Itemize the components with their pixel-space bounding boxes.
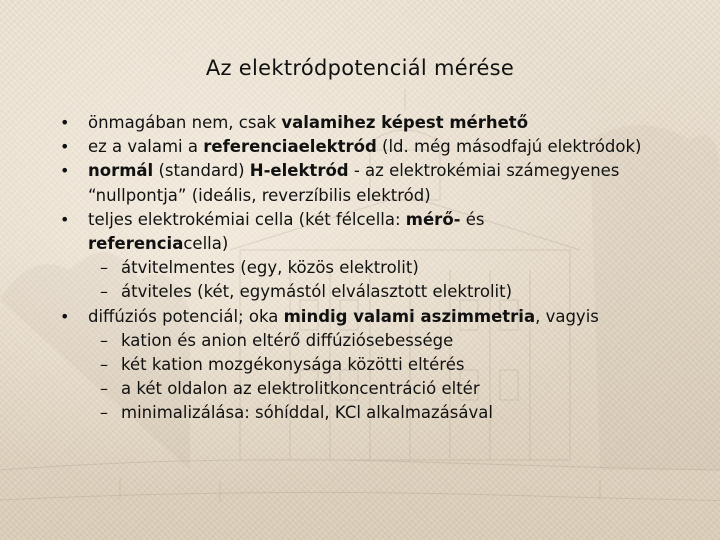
bold-text: mérő- bbox=[405, 209, 461, 229]
bullet-text bbox=[88, 208, 485, 232]
text-run: (standard) bbox=[153, 161, 250, 181]
bullet-text bbox=[121, 280, 512, 304]
bold-text: normál bbox=[88, 161, 154, 181]
bullet-text bbox=[121, 401, 493, 425]
slide-title: Az elektródpotenciál mérése bbox=[205, 56, 515, 80]
dash-marker: – bbox=[100, 282, 108, 302]
bullet-text bbox=[121, 256, 419, 280]
bullet-text bbox=[88, 159, 619, 183]
bold-text: mindig valami aszimmetria bbox=[283, 306, 536, 326]
bold-text: referenciaelektród bbox=[203, 137, 377, 157]
bullet-marker: • bbox=[60, 209, 70, 229]
dash-marker: – bbox=[100, 379, 108, 399]
text-run: - az elektrokémiai számegyenes bbox=[348, 161, 620, 181]
text-run: önmagában nem, csak bbox=[88, 113, 282, 132]
bullet-marker: • bbox=[60, 306, 70, 326]
bullet-text bbox=[88, 305, 599, 329]
bullet-text bbox=[88, 111, 528, 135]
dash-marker: – bbox=[100, 355, 108, 374]
text-run: cella) bbox=[183, 234, 229, 253]
text-run: és bbox=[460, 209, 485, 229]
text-run: átviteles (két, egymástól elválasztott elektrolit) bbox=[121, 282, 513, 302]
text-run: (ld. még másodfajú elektródok) bbox=[376, 137, 642, 157]
bullet-text bbox=[121, 353, 464, 377]
text-run: két kation mozgékonysága közötti eltérés bbox=[121, 355, 465, 374]
bullet-marker: • bbox=[60, 137, 70, 157]
text-run: átvitelmentes (egy, közös elektrolit) bbox=[121, 258, 419, 278]
dash-marker: – bbox=[100, 403, 108, 423]
dash-marker: – bbox=[100, 330, 108, 350]
bullet-text bbox=[88, 184, 431, 208]
bold-text: referencia bbox=[88, 234, 184, 253]
text-run: teljes elektrokémiai cella (két félcella: bbox=[88, 209, 406, 229]
bold-text: valamihez képest mérhető bbox=[281, 113, 529, 132]
text-run: “nullpontja” (ideális, reverzíbilis elektród) bbox=[88, 185, 431, 205]
bullet-marker: • bbox=[60, 113, 70, 132]
bullet-marker: • bbox=[60, 161, 70, 181]
text-run: , vagyis bbox=[535, 306, 599, 326]
text-run: kation és anion eltérő diffúziósebessége bbox=[121, 330, 454, 350]
text-run: diffúziós potenciál; oka bbox=[88, 306, 284, 326]
text-run: ez a valami a bbox=[88, 137, 204, 157]
bullet-text bbox=[121, 377, 480, 401]
bullet-text bbox=[121, 329, 453, 353]
text-run: minimalizálása: sóhíddal, KCl alkalmazásával bbox=[121, 403, 493, 423]
bold-text: H-elektród bbox=[249, 161, 349, 181]
bullet-text bbox=[88, 232, 228, 256]
dash-marker: – bbox=[100, 258, 108, 278]
text-run: a két oldalon az elektrolitkoncentráció eltér bbox=[121, 379, 480, 399]
bullet-text bbox=[88, 135, 642, 159]
